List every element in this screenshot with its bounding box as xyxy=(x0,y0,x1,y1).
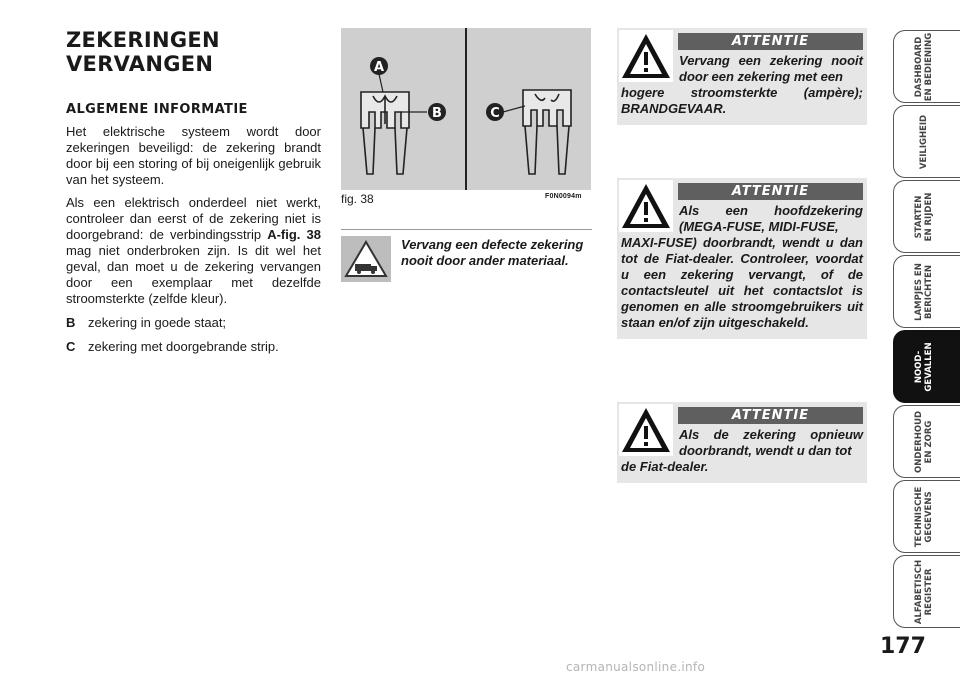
warning-box-2 xyxy=(617,178,867,339)
page-title-line-2: VERVANGEN xyxy=(66,52,214,76)
warning-text-rest: hogere stroomsterkte (ampère); BRANDGEVAAR. xyxy=(621,85,863,116)
warning-text-lead: Als een hoofdzekering (MEGA-FUSE, MIDI-FUSE, xyxy=(679,203,863,234)
tab-veiligheid[interactable] xyxy=(893,105,960,178)
legend-letter: C xyxy=(66,339,76,354)
watermark: carmanualsonline.info xyxy=(566,660,706,674)
page-title xyxy=(66,28,321,76)
paragraph-check xyxy=(66,195,321,307)
warning-text-lead: Vervang een zekering nooit door een zekering met een xyxy=(679,53,863,84)
warning-text-rest: de Fiat-dealer. xyxy=(621,459,709,474)
left-column xyxy=(66,28,321,355)
callout-a-label: A xyxy=(373,60,385,75)
warning-text-rest: MAXI-FUSE) doorbrandt, wendt u dan tot de Fiat-dealer. Controleer, voordat u een zekering vervangt, of de contactsleutel uit het contactslot is genomen en alle stroomgebruikers uit staan en/of zijn uitgeschakeld. xyxy=(621,235,863,330)
warning-text-lead: Als de zekering opnieuw doorbrandt, wendt u dan tot xyxy=(679,427,863,458)
legend-letter: B xyxy=(66,315,76,330)
page-number: 177 xyxy=(880,634,926,659)
callout-c-label: C xyxy=(490,106,500,121)
fuse-blown-drawing xyxy=(523,90,571,174)
tab-lampjes-en-berichten[interactable] xyxy=(893,255,960,328)
tab-label: TECHNISCHE GEGEVENS xyxy=(914,486,934,548)
paragraph-intro: Het elektrische systeem wordt door zekeringen beveiligd: de zekering brandt door bij een storing of bij oneigenlijk gebruik van het systeem. xyxy=(66,124,321,187)
note-text: Vervang een defecte zekering nooit door ander materiaal. xyxy=(401,237,584,268)
tab-onderhoud-en-zorg[interactable] xyxy=(893,405,960,478)
tab-label: VEILIGHEID xyxy=(919,114,929,170)
fuse-illustration xyxy=(341,28,591,190)
warning-banner: ATTENTIE xyxy=(678,33,863,50)
tab-starten-en-rijden[interactable] xyxy=(893,180,960,253)
warning-banner: ATTENTIE xyxy=(678,407,863,424)
section-heading: ALGEMENE INFORMATIE xyxy=(66,102,248,117)
legend-text: zekering met doorgebrande strip. xyxy=(88,339,279,354)
environment-note xyxy=(341,229,592,269)
tab-technische-gegevens[interactable] xyxy=(893,480,960,553)
tab-label: ALFABETISCH REGISTER xyxy=(914,559,934,625)
fuse-figure xyxy=(341,28,591,190)
tab-dashboard-en-bediening[interactable] xyxy=(893,30,960,103)
legend-text: zekering in goede staat; xyxy=(88,315,227,330)
page-title-line-1: ZEKERINGEN xyxy=(66,28,220,52)
warning-triangle-icon xyxy=(619,30,673,82)
tab-noodgevallen[interactable] xyxy=(893,330,960,403)
tab-label: STARTEN EN RIJDEN xyxy=(914,192,934,242)
environment-icon xyxy=(341,236,391,282)
tab-label: DASHBOARD EN BEDIENING xyxy=(914,32,934,102)
legend-item-c xyxy=(66,339,321,355)
warning-box-1 xyxy=(617,28,867,125)
warning-triangle-icon xyxy=(619,404,673,456)
tab-alfabetisch-register[interactable] xyxy=(893,555,960,628)
fuse-intact-drawing xyxy=(361,92,409,174)
tab-label: NOOD- GEVALLEN xyxy=(914,342,934,392)
warning-triangle-icon xyxy=(619,180,673,232)
figure-caption: fig. 38 xyxy=(341,192,374,206)
tab-label: ONDERHOUD EN ZORG xyxy=(914,410,934,474)
paragraph-check-part-1: Als een elektrisch onderdeel niet werkt, controleer dan eerst of de zekering niet is doorgebrand: de verbindingsstrip xyxy=(66,195,321,242)
legend-item-b xyxy=(66,315,321,331)
warning-box-3 xyxy=(617,402,867,483)
figure-reference: A-fig. 38 xyxy=(267,227,321,242)
paragraph-check-part-2: mag niet onderbroken zijn. Is dit wel het geval, dan moet u de zekering vervangen door een exemplaar met dezelfde stroomsterkte (zelfde kleur). xyxy=(66,243,321,306)
callout-b-label: B xyxy=(432,106,442,121)
figure-code: F0N0094m xyxy=(545,193,582,200)
tab-label: LAMPJES EN BERICHTEN xyxy=(914,263,934,321)
warning-banner: ATTENTIE xyxy=(678,183,863,200)
